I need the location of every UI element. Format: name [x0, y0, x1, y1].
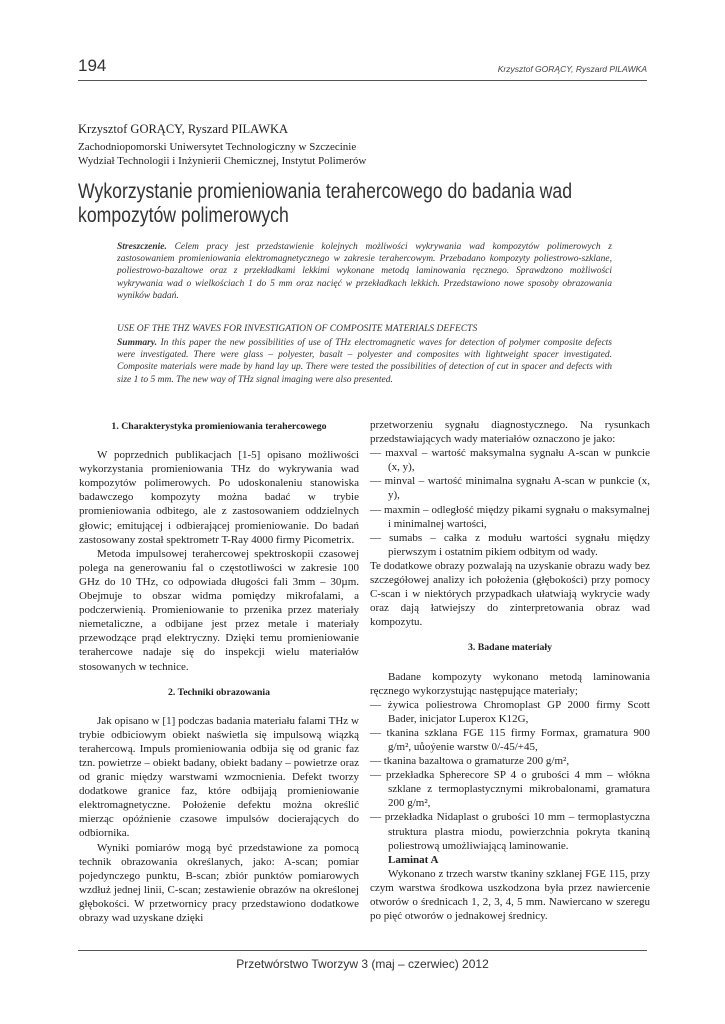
paper-title: Wykorzystanie promieniowania terahercowego do badania wad kompozytów polimerowych	[78, 180, 573, 227]
footer-rule	[78, 950, 647, 951]
journal-footer: Przetwórstwo Tworzyw 3 (maj – czerwiec) 2012	[236, 957, 489, 971]
right-column	[370, 418, 650, 923]
list-item: — przekładka Nidaplast o grubości 10 mm – termoplastyczna struktura plastra miodu, powierzchnia pokryta tkaniną poliestrową umożliwiającą laminowanie.	[370, 811, 650, 852]
laminate-a-subheading: Laminat A	[388, 853, 439, 866]
abstract-english-text: In this paper the new possibilities of use of THz electromagnetic waves for detection of polymer composite defects were investigated. There were glass – polyester, basalt – polyester and composites with lightweight spacer investigated. Composite materials were made by hand lay up. There were tested the possibilities of detection of cut in spacer and defects with size 1 to 5 mm. The new way of THz signal imaging were also presented.	[117, 338, 613, 385]
abstract-english	[117, 337, 612, 386]
affiliation-university: Zachodniopomorski Uniwersytet Technologiczny w Szczecinie	[78, 141, 357, 153]
running-header-authors: Krzysztof GORĄCY, Ryszard PILAWKA	[497, 64, 647, 74]
page-number: 194	[78, 56, 107, 75]
list-item: — tkanina bazaltowa o gramaturze 200 g/m²,	[370, 755, 570, 768]
list-item: — maxval – wartość maksymalna sygnału A-scan w punkcie (x, y),	[370, 447, 650, 474]
english-title: USE OF THE THZ WAVES FOR INVESTIGATION OF COMPOSITE MATERIALS DEFECTS	[117, 324, 478, 334]
section-3-intro: Badane kompozyty wykonano metodą laminowania ręcznego wykorzystując następujące materiały;	[370, 670, 650, 697]
list-item: — maxmin – odległość między pikami sygnału o maksymalnej i minimalnej wartości,	[370, 503, 650, 530]
list-item: — minval – wartość minimalna sygnału A-scan w punkcie (x, y),	[370, 475, 650, 502]
left-column	[79, 420, 359, 925]
section-2-closing: Te dodatkowe obrazy pozwalają na uzyskanie obrazu wady bez szczegółowej analizy ich położenia (głębokości) przy pomocy C-scan i w niektórych przypadkach ułatwiają wykrycie wady oraz dają łatwiejszy do zinterpretowania obraz wad kompozytu.	[370, 559, 650, 629]
abstract-english-label: Summary.	[117, 338, 158, 348]
section-2-continuation: przetworzeniu sygnału diagnostycznego. Na rysunkach przedstawiających wady materiałów oznaczono je jako:	[370, 419, 650, 446]
section-3-heading: 3. Badane materiały	[467, 642, 553, 654]
section-2-paragraph: Wyniki pomiarów mogą być przedstawione za pomocą technik obrazowania określanych, jako: A-scan; pomiar pojedynczego punktu, B-scan; zbiór punktów pomiarowych wzdłuż jednej linii, C-scan; zestawienie obrazów na określonej głębokości. W przetwornicy pracy przedstawiono dodatkowe obrazy wad uzyskane dzięki	[79, 841, 359, 924]
affiliation-department: Wydział Technologii i Inżynierii Chemicznej, Instytut Polimerów	[78, 155, 367, 167]
section-1-paragraph: W poprzednich publikacjach [1-5] opisano możliwości wykorzystania promieniowania THz do wykrywania wad kompozytów polimerowych. Po udoskonaleniu stanowiska badawczego kompozyty można badać w trybie promieniowania odbitego, ale z zastosowaniem oddzielnych głowic; emitującej i odbierającej promieniowanie. Do badań zastosowany został spektrometr T-Ray 4000 firmy Picometrix.	[79, 449, 359, 546]
authors: Krzysztof GORĄCY, Ryszard PILAWKA	[78, 122, 289, 136]
abstract-polish-label: Streszczenie.	[117, 242, 167, 252]
header-rule	[78, 80, 647, 81]
abstract-polish	[117, 241, 612, 302]
section-2-heading: 2. Techniki obrazowania	[167, 686, 271, 698]
list-item: — przekładka Spherecore SP 4 o grubości 4 mm – włókna szklane z termoplastycznymi mikrobalonami, gramatura 200 g/m²,	[370, 769, 650, 810]
section-1-heading: 1. Charakterystyka promieniowania terahercowego	[111, 421, 327, 432]
list-item: — sumabs – całka z modułu wartości sygnału między pierwszym i ostatnim pikiem odbitym od wady.	[370, 531, 650, 558]
list-item: — żywica poliestrowa Chromoplast GP 2000 firmy Scott Bader, inicjator Luperox K12G,	[370, 698, 650, 725]
section-1-paragraph: Metoda impulsowej terahercowej spektroskopii czasowej polega na generowaniu fal o częstotliwości w zakresie 100 GHz do 10 THz, co odpowiada długości fali 3mm – 30µm. Obejmuje to obszar widma pomiędzy mikrofalami, a podczerwienią. Promieniowanie to przenika przez materiały niemetaliczne, a odbijane jest przez metale i materiały przewodzące prąd elektryczny. Dzięki temu promieniowanie terahercowe nadaje się do inspekcji wielu materiałów stosowanych w technice.	[79, 547, 359, 673]
section-2-paragraph: Jak opisano w [1] podczas badania materiału falami THz w trybie odbiciowym obiekt naświetla się impulsową wiązką terahercową. Impuls promieniowania odbija się od granic faz tzn. powietrze – obiekt badany, obiekt badany – powietrze oraz od granic między warstwami wzmocnienia. Defekt tworzy dodatkowe granice faz, które odbijają promieniowanie elektromagnetyczne. Położenie defektu można określić mierząc opóźnienie czasowe impulsów docierających do odbiornika.	[79, 714, 359, 840]
laminate-a-paragraph: Wykonano z trzech warstw tkaniny szklanej FGE 115, przy czym warstwa środkowa uszkodzona była przez nawiercenie otworów o średnicach 1, 2, 3, 4, 5 mm. Nawiercano w szeregu po pięć otworów o jednakowej średnicy.	[370, 867, 650, 923]
abstract-polish-text: Celem pracy jest przedstawienie kolejnych możliwości wykrywania wad kompozytów polimerowych z zastosowaniem promieniowania elektromagnetycznego w zakresie terahercowym. Przebadano kompozyty poliestrowo-szklane, poliestrowo-bazaltowe oraz z przekładkami lekkimi wykonane metodą laminowania ręcznego. Sprawdzono możliwości wykrywania wad o wielkościach 1 do 5 mm oraz nacięć w przekładkach lekkich. Przedstawiono nowe sposoby obrazowania wyników badań.	[117, 242, 612, 301]
list-item: — tkanina szklana FGE 115 firmy Formax, gramatura 900 g/m², uůoýenie warstw 0/-45/+45,	[370, 726, 650, 753]
